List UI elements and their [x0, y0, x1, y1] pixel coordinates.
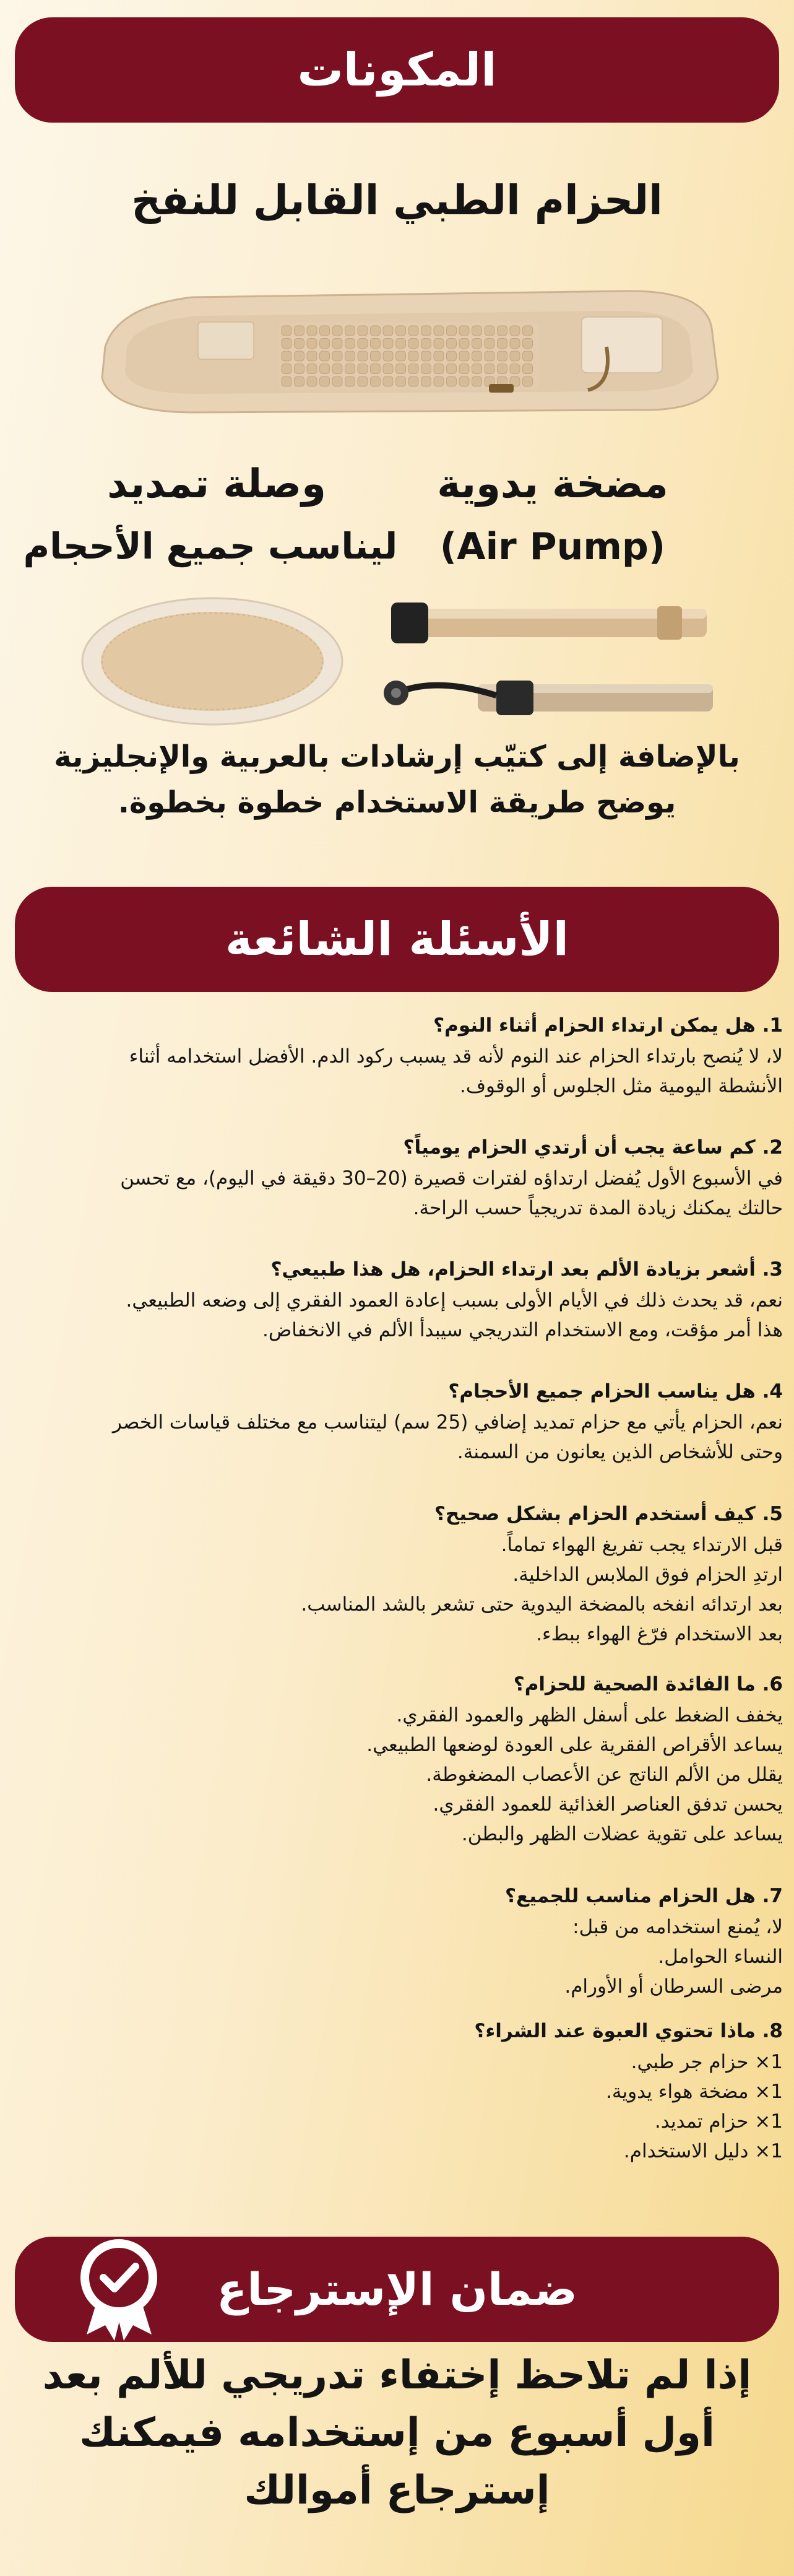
belt-cell	[358, 339, 368, 349]
belt-cell	[396, 339, 406, 349]
belt-cell	[358, 351, 368, 361]
belt-cell	[523, 339, 533, 349]
ribbon-check-icon	[77, 2235, 161, 2341]
belt-cell	[510, 339, 520, 349]
belt-cell	[421, 326, 431, 336]
belt-cell	[447, 326, 457, 336]
faq-question: 3. أشعر بزيادة الألم بعد ارتداء الحزام، هل هذا طبيعي؟	[270, 1258, 783, 1281]
guarantee-text	[0, 2347, 794, 2519]
faq-item	[9, 1380, 783, 1467]
belt-cell	[371, 364, 381, 374]
belt-cell	[371, 351, 381, 361]
faq-item	[9, 1503, 783, 1649]
faq-question: 8. ماذا تحتوي العبوة عند الشراء؟	[474, 2020, 783, 2042]
faq-answer-line: نعم، قد يحدث ذلك في الأيام الأولى بسبب إعادة العمود الفقري إلى وضعه الطبيعي.	[126, 1289, 783, 1312]
guarantee-line-2: أول أسبوع من إستخدامه فيمكنك	[79, 2409, 715, 2456]
faq-answer-line: الأنشطة اليومية مثل الجلوس أو الوقوف.	[459, 1075, 783, 1098]
belt-cell	[408, 339, 418, 349]
belt-cell	[320, 376, 330, 386]
inflatable-belt-image	[93, 272, 724, 427]
belt-cell	[485, 339, 494, 349]
belt-cell	[485, 364, 494, 374]
belt-cell	[434, 376, 444, 386]
belt-cell	[421, 351, 431, 361]
belt-cell	[383, 364, 393, 374]
belt-cell	[345, 376, 355, 386]
belt-cell	[447, 376, 457, 386]
belt-cell	[320, 351, 330, 361]
belt-cell	[332, 376, 342, 386]
belt-cell	[396, 364, 406, 374]
belt-cell	[332, 339, 342, 349]
belt-cell	[434, 364, 444, 374]
faq-answer-line: ارتدِ الحزام فوق الملابس الداخلية.	[512, 1564, 783, 1586]
faq-answer-line: لا، لا يُنصح بارتداء الحزام عند النوم لأنه قد يسبب ركود الدم. الأفضل استخدامه أثناء	[129, 1045, 783, 1068]
belt-cell	[472, 326, 482, 336]
belt-cell	[371, 339, 381, 349]
faq-banner	[15, 887, 779, 992]
faq-answer-line: يخفف الضغط على أسفل الظهر والعمود الفقري.	[396, 1704, 783, 1726]
guarantee-title: ضمان الإسترجاع	[217, 2263, 577, 2315]
belt-title: الحزام الطبي القابل للنفخ	[131, 176, 663, 224]
booklet-line-1: بالإضافة إلى كتيّب إرشادات بالعربية والإنجليزية	[54, 739, 740, 774]
faq-answer-line: لا، يُمنع استخدامه من قبل:	[572, 1916, 783, 1938]
belt-cell	[472, 339, 482, 349]
faq-answer-line: 1× مضخة هواء يدوية.	[606, 2081, 783, 2104]
belt-cell	[523, 326, 533, 336]
belt-cell	[383, 351, 393, 361]
faq-answer-line: قبل الارتداء يجب تفريغ الهواء تماماً.	[501, 1534, 783, 1556]
faq-title: الأسئلة الشائعة	[225, 913, 569, 966]
faq-answer-line: هذا أمر مؤقت، ومع الاستخدام التدريجي سيبدأ الألم في الانخفاض.	[262, 1319, 783, 1342]
extension-pad-image	[79, 594, 345, 728]
faq-item	[9, 1673, 783, 1849]
booklet-note	[0, 734, 794, 826]
belt-cell	[295, 376, 304, 386]
faq-question: 7. هل الحزام مناسب للجميع؟	[505, 1885, 783, 1907]
belt-cell	[307, 351, 317, 361]
belt-cell	[332, 364, 342, 374]
belt-cell	[295, 326, 304, 336]
belt-cell	[282, 351, 291, 361]
faq-answer-line: مرضى السرطان أو الأورام.	[564, 1975, 783, 1998]
belt-cell	[307, 376, 317, 386]
belt-cell	[459, 326, 469, 336]
belt-cell	[472, 376, 482, 386]
belt-cell	[447, 339, 457, 349]
belt-cell	[485, 351, 494, 361]
belt-cell	[408, 364, 418, 374]
belt-cell	[295, 339, 304, 349]
belt-cell	[295, 351, 304, 361]
belt-cell	[523, 376, 533, 386]
faq-answer-line: في الأسبوع الأول يُفضل ارتداؤه لفترات قصيرة (20–30 دقيقة في اليوم)، مع تحسن	[120, 1167, 783, 1190]
hand-pump-image	[366, 585, 719, 734]
faq-question: 4. هل يناسب الحزام جميع الأحجام؟	[448, 1380, 783, 1403]
belt-cell	[459, 364, 469, 374]
faq-answer-line: بعد ارتدائه انفخه بالمضخة اليدوية حتى تشعر بالشد المناسب.	[301, 1593, 783, 1616]
belt-cell	[459, 376, 469, 386]
faq-answer-line: النساء الحوامل.	[658, 1946, 783, 1969]
components-title: المكونات	[297, 43, 497, 97]
faq-item	[9, 2020, 783, 2166]
belt-cell	[320, 339, 330, 349]
belt-cell	[358, 364, 368, 374]
faq-answer-line: نعم، الحزام يأتي مع حزام تمديد إضافي (25 سم) ليتناسب مع مختلف قياسات الخصر	[112, 1411, 783, 1434]
faq-answer-line: 1× حزام جر طبي.	[631, 2051, 783, 2073]
belt-cell	[421, 376, 431, 386]
belt-cell	[282, 376, 291, 386]
belt-cell	[434, 351, 444, 361]
belt-cell	[345, 351, 355, 361]
guarantee-line-1: إذا لم تلاحظ إختفاء تدريجي للألم بعد	[42, 2352, 752, 2398]
faq-question: 1. هل يمكن ارتداء الحزام أثناء النوم؟	[433, 1014, 783, 1037]
belt-cell	[345, 339, 355, 349]
belt-cell	[295, 364, 304, 374]
belt-cell	[447, 351, 457, 361]
pump-subtitle: (Air Pump)	[439, 525, 666, 568]
belt-cell	[408, 326, 418, 336]
components-banner	[15, 17, 779, 123]
faq-item	[9, 1014, 783, 1101]
faq-answer-line: يقلل من الألم الناتج عن الأعصاب المضغوطة.	[426, 1764, 783, 1786]
belt-cell	[523, 364, 533, 374]
belt-cell	[510, 364, 520, 374]
extension-title: وصلة تمديد	[107, 461, 326, 507]
belt-cell	[396, 326, 406, 336]
belt-cell	[307, 364, 317, 374]
faq-answer-line: حالتك يمكنك زيادة المدة تدريجياً حسب الراحة.	[413, 1197, 783, 1220]
faq-item	[9, 1885, 783, 2001]
belt-cell	[498, 326, 507, 336]
belt-cell	[383, 339, 393, 349]
belt-cell	[345, 326, 355, 336]
belt-cell	[383, 326, 393, 336]
belt-cell	[510, 351, 520, 361]
faq-answer-line: يحسن تدفق العناصر الغذائية للعمود الفقري.	[433, 1793, 783, 1816]
belt-cell	[345, 364, 355, 374]
faq-answer-line: يساعد الأقراص الفقرية على العودة لوضعها الطبيعي.	[366, 1734, 783, 1757]
belt-cell	[396, 376, 406, 386]
booklet-line-2: يوضح طريقة الاستخدام خطوة بخطوة.	[118, 785, 676, 820]
faq-question: 2. كم ساعة يجب أن أرتدي الحزام يومياً؟	[403, 1136, 783, 1159]
belt-cell	[371, 326, 381, 336]
belt-cell	[459, 339, 469, 349]
faq-item	[9, 1136, 783, 1223]
faq-answer-line: 1× حزام تمديد.	[654, 2110, 783, 2133]
belt-cell	[498, 351, 507, 361]
belt-cell	[358, 376, 368, 386]
belt-cell	[396, 351, 406, 361]
belt-cell	[485, 326, 494, 336]
belt-cell	[510, 326, 520, 336]
belt-cell	[307, 339, 317, 349]
belt-cell	[332, 326, 342, 336]
belt-cell	[434, 339, 444, 349]
belt-cell	[472, 364, 482, 374]
belt-cell	[282, 364, 291, 374]
belt-cell	[498, 364, 507, 374]
faq-answer-line: بعد الاستخدام فرّغ الهواء ببطء.	[536, 1623, 783, 1646]
belt-cell	[408, 351, 418, 361]
belt-cell	[421, 339, 431, 349]
faq-question: 5. كيف أستخدم الحزام بشكل صحيح؟	[434, 1503, 783, 1525]
faq-answer-line: 1× دليل الاستخدام.	[623, 2140, 783, 2163]
belt-cell	[523, 351, 533, 361]
belt-cell	[408, 376, 418, 386]
faq-answer-line: وحتى للأشخاص الذين يعانون من السمنة.	[457, 1441, 783, 1464]
guarantee-line-3: إسترجاع أموالك	[244, 2467, 550, 2513]
belt-cell	[459, 351, 469, 361]
belt-cell	[320, 364, 330, 374]
pump-title: مضخة يدوية	[437, 461, 668, 507]
belt-cell	[332, 351, 342, 361]
belt-cell	[421, 364, 431, 374]
faq-answer-line: يساعد على تقوية عضلات الظهر والبطن.	[461, 1823, 783, 1846]
belt-cell	[358, 326, 368, 336]
belt-cell	[434, 326, 444, 336]
belt-cell	[282, 339, 291, 349]
belt-cell	[371, 376, 381, 386]
belt-cell	[383, 376, 393, 386]
belt-cell	[282, 326, 291, 336]
faq-item	[9, 1258, 783, 1345]
belt-cell	[472, 351, 482, 361]
belt-cell	[307, 326, 317, 336]
belt-cell	[447, 364, 457, 374]
belt-cell	[498, 339, 507, 349]
faq-question: 6. ما الفائدة الصحية للحزام؟	[513, 1673, 783, 1695]
belt-cell	[320, 326, 330, 336]
extension-subtitle: ليناسب جميع الأحجام	[23, 525, 398, 567]
